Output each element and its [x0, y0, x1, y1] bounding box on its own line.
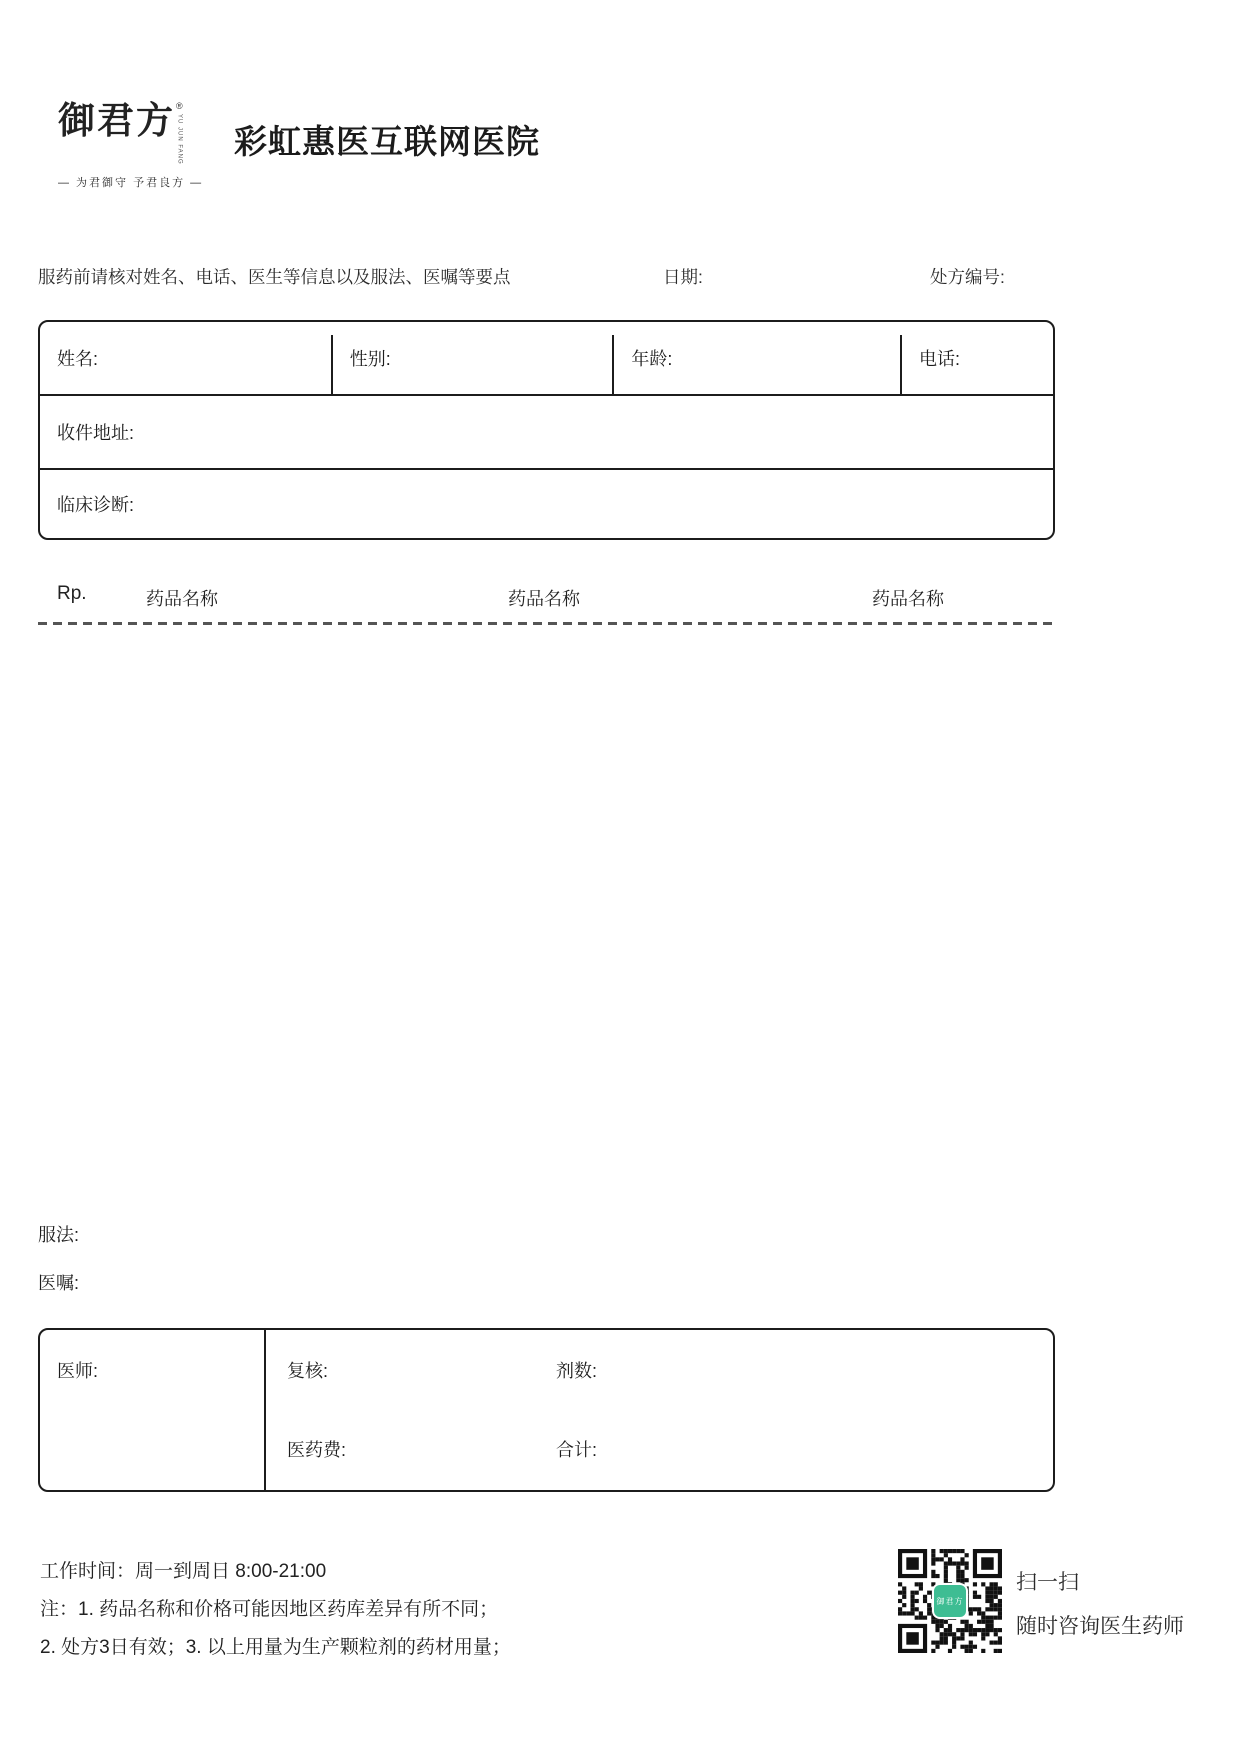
footer-note-2: 2. 处方3日有效；3. 以上用量为生产颗粒剂的药材用量；: [40, 1637, 511, 1658]
rx-number-label: 处方编号:: [930, 267, 1005, 287]
brand-logo: [58, 100, 208, 190]
signoff-row-review: [287, 1357, 1053, 1383]
patient-age-cell: [612, 335, 900, 394]
patient-gender-label: 性别:: [349, 349, 391, 369]
rp-label: Rp.: [57, 583, 87, 604]
drug-name-column-3: 药品名称: [872, 589, 944, 609]
patient-gender-cell: [331, 335, 613, 394]
reviewer-label: 复核:: [287, 1361, 329, 1381]
total-label: 合计:: [556, 1440, 598, 1460]
patient-address-row: [40, 396, 1053, 470]
date-label: 日期:: [663, 267, 703, 287]
qr-center-badge: [934, 1585, 966, 1617]
patient-info-box: [38, 320, 1055, 540]
patient-address-label: 收件地址:: [57, 423, 135, 443]
patient-phone-cell: [900, 335, 1053, 394]
brand-logo-text: 御君方: [58, 98, 175, 142]
patient-age-label: 年龄:: [631, 349, 673, 369]
qr-code: [898, 1549, 1002, 1653]
doctor-advice-label: 医嘱:: [38, 1273, 80, 1293]
drug-name-column-2: 药品名称: [508, 589, 580, 609]
verification-notice: 服药前请核对姓名、电话、医生等信息以及服法、医嘱等要点: [38, 267, 511, 287]
work-hours: 工作时间：周一到周日 8:00-21:00: [40, 1561, 327, 1582]
patient-name-cell: [40, 322, 331, 394]
doctor-cell: [40, 1330, 266, 1490]
scan-label: 扫一扫: [1016, 1571, 1079, 1594]
patient-name-label: 姓名:: [57, 349, 99, 369]
qr-center-label: 御君方: [936, 1596, 964, 1606]
footer-note-1: 注：1. 药品名称和价格可能因地区药库差异有所不同；: [40, 1599, 499, 1620]
signoff-box: [38, 1328, 1055, 1492]
usage-label: 服法:: [38, 1225, 80, 1245]
signoff-row-fee: [287, 1436, 1053, 1462]
doctor-label: 医师:: [57, 1361, 99, 1381]
patient-diagnosis-label: 临床诊断:: [57, 495, 135, 515]
brand-logo-pinyin: YU JUN FANG: [176, 114, 183, 165]
scan-hint: 随时咨询医生药师: [1016, 1615, 1184, 1638]
drug-name-column-1: 药品名称: [146, 589, 218, 609]
hospital-title: 彩虹惠医互联网医院: [234, 123, 540, 160]
signoff-right-area: [266, 1330, 1053, 1490]
patient-diagnosis-row: [40, 470, 1053, 538]
brand-tagline: — 为君御守 予君良方 —: [58, 176, 204, 189]
fee-label: 医药费:: [287, 1440, 347, 1460]
patient-phone-label: 电话:: [919, 349, 961, 369]
patient-row-basic: [40, 322, 1053, 396]
registered-trademark-icon: ®: [176, 101, 183, 111]
dashed-divider: [38, 622, 1058, 625]
dose-count-label: 剂数:: [556, 1361, 598, 1381]
